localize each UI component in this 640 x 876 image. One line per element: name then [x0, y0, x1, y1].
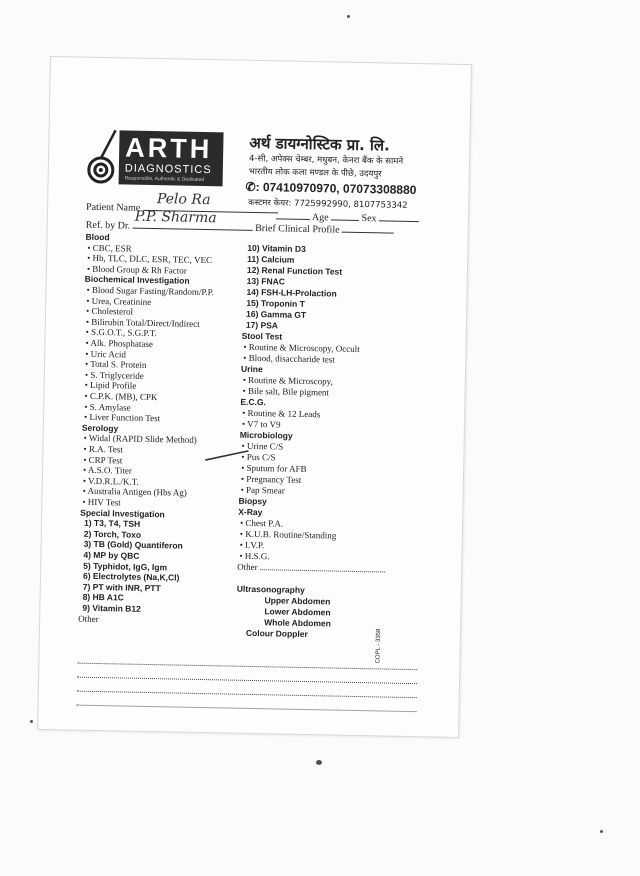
test-label: 1) T3, T4, TSH: [83, 517, 141, 530]
test-label: CBC, ESR: [92, 242, 132, 254]
brief-label: Brief Clinical Profile: [255, 222, 340, 236]
test-option[interactable]: [240, 529, 337, 541]
age-sex-row: [276, 209, 419, 225]
bullet-icon: •: [242, 374, 249, 385]
test-label: I.V.P.: [244, 539, 265, 551]
section-heading: [82, 422, 119, 433]
logo-wordmark: [119, 130, 224, 186]
address-line-1: 4-सी, अपेक्स चेम्बर, मधुबन, केनरा बैंक के सामने: [248, 153, 404, 167]
test-option[interactable]: [83, 444, 123, 455]
section-heading: [85, 232, 109, 242]
bullet-icon: •: [85, 348, 91, 359]
bullet-icon: •: [85, 337, 91, 348]
test-label: Pregnancy Test: [246, 473, 302, 485]
test-label: Lower Abdomen: [264, 606, 331, 618]
test-label: 3) TB (Gold) Quantiferon: [83, 539, 183, 552]
section-heading: [237, 584, 305, 595]
bullet-icon: •: [84, 390, 90, 401]
test-option[interactable]: [243, 353, 335, 365]
test-label: Total S. Protein: [90, 359, 147, 371]
test-label: Special Investigation: [80, 507, 165, 519]
numbered-test: [84, 529, 141, 540]
logo-tagline: Responsible, Authentic & Dedicated: [124, 175, 205, 183]
bullet-icon: •: [239, 528, 246, 539]
test-label: Australia Antigen (Hbs Ag): [87, 486, 187, 499]
bullet-icon: •: [241, 440, 248, 451]
test-option[interactable]: [85, 370, 144, 381]
logo-word: ARTH: [124, 132, 213, 165]
ultrasound-option: [264, 595, 330, 606]
test-label: Cholesterol: [91, 306, 134, 317]
test-label: Liver Function Test: [89, 412, 161, 424]
ref-doctor-field[interactable]: [133, 208, 253, 231]
test-label: Routine & Microscopy,: [248, 374, 333, 387]
test-label: 14) FSH-LH-Prolaction: [246, 286, 337, 299]
patient-name-label: Patient Name: [85, 201, 141, 214]
test-option[interactable]: [241, 463, 307, 474]
test-label: Alk. Phosphatase: [90, 337, 153, 350]
test-option[interactable]: [83, 465, 132, 476]
bullet-icon: •: [82, 486, 88, 497]
arth-logo: [79, 128, 225, 189]
test-label: Blood Sugar Fasting/Random/P.P.: [91, 284, 215, 298]
phone-icon: ✆: [245, 179, 256, 194]
test-label: Urea, Creatinine: [91, 295, 152, 307]
test-option[interactable]: [85, 359, 147, 370]
test-label: Colour Doppler: [245, 627, 308, 640]
numbered-test: [246, 309, 306, 320]
test-label: 16) Gamma GT: [245, 308, 307, 320]
bullet-icon: •: [239, 517, 246, 528]
handwritten-check-mark: [203, 448, 253, 463]
test-label: 12) Renal Function Test: [246, 264, 343, 277]
test-label: Other: [237, 561, 258, 573]
numbered-test: [247, 265, 342, 277]
phone-text: : 07410970970, 07073308880: [255, 179, 417, 198]
numbered-test: [246, 298, 305, 309]
test-label: Lipid Profile: [89, 380, 137, 392]
bullet-icon: •: [87, 242, 93, 253]
test-label: 17) PSA: [245, 319, 279, 331]
test-label: Microbiology: [239, 429, 293, 441]
bullet-icon: •: [239, 539, 246, 550]
test-option[interactable]: [84, 401, 131, 412]
test-option[interactable]: [241, 474, 302, 485]
test-label: 5) Typhidot, IgG, Igm: [83, 560, 168, 572]
age-field-pre: [276, 209, 310, 220]
age-label: Age: [311, 212, 329, 224]
section-heading: [238, 496, 267, 507]
test-label: Hb, TLC, DLC, ESR, TEC, VEC: [92, 253, 213, 266]
test-option[interactable]: [243, 386, 330, 398]
bullet-icon: •: [86, 263, 93, 274]
test-option[interactable]: [242, 408, 320, 419]
test-label: Chest P.A.: [245, 517, 284, 529]
test-label: A.S.O. Titer: [87, 464, 133, 476]
test-label: V.D.R.L./K.T.: [88, 475, 139, 487]
bullet-icon: •: [242, 385, 249, 396]
test-label: Whole Abdomen: [264, 617, 331, 629]
test-label: Uric Acid: [90, 348, 127, 360]
logo-swirl-icon: [79, 128, 118, 187]
test-label: Biochemical Investigation: [84, 274, 190, 287]
bullet-icon: •: [87, 252, 93, 264]
bullet-icon: •: [83, 411, 90, 423]
sex-label: Sex: [361, 213, 377, 225]
test-option[interactable]: [83, 454, 122, 465]
numbered-test: [246, 287, 336, 299]
test-label: S. Amylase: [89, 401, 131, 413]
prescription-form: [37, 56, 472, 738]
test-label: Pus C/S: [246, 451, 276, 463]
bullet-icon: •: [82, 475, 89, 486]
scan-speck: [30, 720, 33, 723]
test-label: Sputum for AFB: [246, 462, 307, 475]
section-heading: [242, 331, 283, 342]
test-label: 10) Vitamin D3: [247, 242, 306, 254]
test-option[interactable]: [243, 375, 333, 387]
test-label: Other: [78, 613, 99, 624]
bullet-icon: •: [84, 401, 90, 412]
test-label: CRP Test: [88, 454, 123, 466]
test-label: Bile salt, Bile pigment: [247, 385, 330, 398]
test-option[interactable]: [83, 476, 139, 487]
numbered-test: [82, 603, 141, 614]
age-field[interactable]: [331, 210, 359, 221]
scan-speck: [347, 15, 350, 18]
test-option[interactable]: [87, 242, 132, 253]
test-label: 2) Torch, Toxo: [83, 528, 142, 540]
other-line-4: [77, 704, 417, 713]
ref-label: Ref. by Dr.: [85, 219, 131, 232]
bullet-icon: •: [82, 464, 89, 475]
test-label: Blood: [85, 231, 110, 243]
bullet-icon: •: [83, 443, 89, 454]
test-label: K.U.B. Routine/Standing: [245, 528, 337, 541]
test-label: X-Ray: [238, 506, 263, 518]
test-label: 8) HB A1C: [82, 592, 124, 603]
sex-field[interactable]: [379, 211, 419, 222]
numbered-test: [83, 592, 124, 603]
ultrasound-option: [246, 628, 308, 639]
numbered-test: [83, 550, 139, 561]
bullet-icon: •: [241, 418, 248, 429]
test-label: R.A. Test: [88, 443, 123, 455]
patient-name-handwriting: Pelo Ra: [156, 191, 211, 209]
bullet-icon: •: [241, 451, 247, 462]
bullet-icon: •: [86, 284, 93, 295]
other-line-3: [77, 690, 417, 699]
numbered-test: [84, 518, 140, 529]
other-dotted-line[interactable]: [260, 569, 385, 572]
ultrasound-option: [264, 617, 331, 628]
test-label: HIV Test: [87, 496, 121, 508]
test-label: H.S.G.: [244, 550, 270, 562]
section-heading: [241, 364, 263, 374]
company-name-hindi: अर्थ डायग्नोस्टिक प्रा. लि.: [249, 133, 390, 155]
test-label: Widal (RAPID Slide Method): [88, 433, 197, 446]
bullet-icon: •: [241, 462, 247, 473]
other-line-1: [77, 662, 417, 671]
test-option[interactable]: [86, 306, 133, 317]
customer-care: कस्टमर केयर: 7725992990, 8107753342: [248, 197, 408, 211]
test-label: 15) Troponin T: [246, 297, 305, 309]
ultrasound-option: [264, 606, 330, 617]
bullet-icon: •: [84, 380, 91, 391]
bullet-icon: •: [240, 484, 247, 495]
bullet-icon: •: [239, 550, 245, 561]
test-option[interactable]: [240, 518, 283, 529]
bullet-icon: •: [86, 295, 92, 306]
test-option[interactable]: [86, 327, 157, 338]
test-label: 6) Electrolytes (Na,K,Cl): [82, 570, 180, 583]
test-label: Upper Abdomen: [264, 595, 331, 607]
test-label: 7) PT with INR, PTT: [82, 581, 161, 594]
other-line-2: [77, 676, 417, 685]
test-option[interactable]: [84, 412, 160, 423]
test-label: Urine: [240, 363, 263, 375]
test-label: Stool Test: [241, 330, 283, 342]
bullet-icon: •: [85, 316, 92, 327]
test-label: Bilirubin Total/Direct/Indirect: [91, 316, 200, 329]
test-label: 9) Vitamin B12: [82, 602, 141, 614]
section-heading: [240, 430, 293, 441]
numbered-test: [247, 276, 285, 287]
test-label: Pap Smear: [246, 484, 285, 496]
bullet-icon: •: [82, 496, 88, 507]
numbered-test: [247, 254, 294, 265]
bullet-icon: •: [85, 327, 92, 338]
test-option[interactable]: [240, 540, 265, 550]
other-label: [78, 613, 101, 623]
address-line-2: भारतीय लोक कला मण्डल के पीछे, उदयपुर: [248, 166, 382, 180]
test-label: 4) MP by QBC: [83, 549, 140, 561]
numbered-test: [247, 243, 306, 254]
bullet-icon: •: [243, 352, 249, 363]
test-option[interactable]: [85, 338, 153, 349]
other-label: [237, 562, 385, 575]
test-label: 13) FNAC: [246, 275, 286, 287]
test-label: Routine & Microscopy, Occult: [248, 341, 360, 354]
bullet-icon: •: [242, 407, 248, 418]
scan-speck: [316, 760, 322, 765]
section-heading: [240, 397, 266, 407]
section-heading: [238, 507, 262, 517]
bullet-icon: •: [83, 433, 90, 444]
phone-numbers: [245, 180, 416, 197]
scan-speck: [600, 830, 603, 833]
test-label: Blood Group & Rh Factor: [92, 263, 187, 276]
test-label: C.P.K. (MB), CPK: [89, 390, 158, 403]
test-label: S. Triglyceride: [90, 369, 144, 381]
test-option[interactable]: [82, 497, 120, 508]
test-label: Urine C/S: [246, 440, 284, 452]
test-label: 11) Calcium: [247, 253, 295, 265]
test-option[interactable]: [85, 380, 137, 391]
test-option[interactable]: [84, 391, 157, 402]
test-option[interactable]: [239, 551, 269, 562]
test-label: Routine & 12 Leads: [247, 407, 321, 420]
bullet-icon: •: [243, 341, 249, 352]
form-code: COPL - 3358: [375, 628, 383, 664]
test-label: E.C.G.: [240, 396, 267, 408]
test-label: S.G.O.T., S.G.P.T.: [91, 327, 157, 339]
bullet-icon: •: [86, 305, 92, 317]
ref-doctor-handwriting: P.P. Sharma: [134, 208, 217, 227]
test-label: Ultrasonography: [236, 583, 305, 595]
bullet-icon: •: [84, 369, 91, 380]
numbered-test: [246, 320, 278, 331]
bullet-icon: •: [83, 454, 89, 465]
test-option[interactable]: [86, 295, 151, 306]
test-option[interactable]: [85, 348, 126, 359]
test-label: Biopsy: [238, 495, 267, 507]
test-option[interactable]: [242, 419, 281, 430]
bullet-icon: •: [240, 473, 247, 484]
test-label: V7 to V9: [247, 418, 281, 430]
bullet-icon: •: [84, 358, 91, 370]
test-label: Serology: [81, 422, 119, 434]
test-label: Blood, disaccharide test: [248, 352, 335, 365]
test-option[interactable]: [241, 485, 285, 496]
numbered-test: [83, 582, 161, 593]
logo-sub: DIAGNOSTICS: [124, 162, 212, 177]
